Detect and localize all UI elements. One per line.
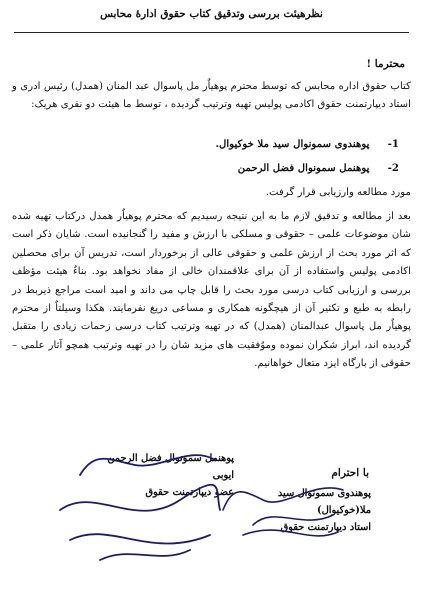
title-divider xyxy=(14,32,409,33)
member-name: پوهنمل سمونوال فضل الرحمن xyxy=(237,162,370,174)
member-item xyxy=(215,135,399,153)
signatory-role: عضو دیپارتمنت حقوق xyxy=(145,487,234,498)
closing-regards: با احترام xyxy=(331,467,369,479)
signature-block-right xyxy=(221,485,371,536)
paragraph-review: مورد مطالعه وارزیابی قرار گرفت. xyxy=(265,187,411,198)
paragraph-body: بعد از مطالعه و تدقیق لازم ما به این نتیجه رسیدیم که محترم پوهیاٌر همدل درکتاب تهیه شده شان موضوعات علمی – حقوقی و مسلکی با ارزش و مفید را گنجانیده است. شایان ذکر است که اثر مورد بحث از ارزش علمی و حقوقی عالی از برخوردار است، تدریس آن برای محصلین اکادمی پولیس واستفاده از آن برای علاقمندان خالی از مفاد نخواهد بود. بناءٌ هیئت مؤظف بررسی و ارزیابی کتاب درسی مورد بحث را قابل چاپ می داند و امید است مراجع ذیربط در رابطه به طبع و تکثیر آن از هیچگونه همکاری و مساعی دریغ نفرمایند. هکذا وسیلتاٌ از محترم پوهیاٌر مل پاسوال عبدالمنان (همدل) که در تهیه وترتیب کتاب درسی زحمات زیادی را متقبل گردیده اند، ابراز شکران نموده وموٌفقیت های مزید شان را در تهیه وترتیب همچو آثار علمی – حقوقی از بارگاه ایزد متعال خواهانیم. xyxy=(12,211,411,370)
member-item xyxy=(238,159,399,177)
paragraph-intro: کتاب حقوق اداره محابس که توسط محترم پوهیاٌر مل پاسوال عبد المنان (همدل) رئیس ادری و استاد دیپارتمنت حقوق اکادمی پولیس تهیه وترتیب گردیده ، توسط ما هیئت دو نفری هریک: xyxy=(12,81,411,111)
member-name: پوهندوی سمونوال سید ملا خوکیوال. xyxy=(215,138,370,150)
signatory-role: استاد دیپارتمنت حقوق xyxy=(280,522,371,533)
signature-block-left xyxy=(84,450,234,501)
member-number: 2- xyxy=(387,162,399,174)
signatory-name: پوهندوی سمونوال سید ملا(خوکیوال) xyxy=(277,488,371,516)
document-title: نظرهیئت بررسی وتدقیق کتاب حقوق ادارهٔ محابس xyxy=(100,8,323,20)
member-number: 1- xyxy=(387,138,399,150)
signatory-name: پوهنمل سمونوال فضل الرحمن ایوبی xyxy=(107,453,234,481)
greeting: محترما ! xyxy=(366,58,405,70)
